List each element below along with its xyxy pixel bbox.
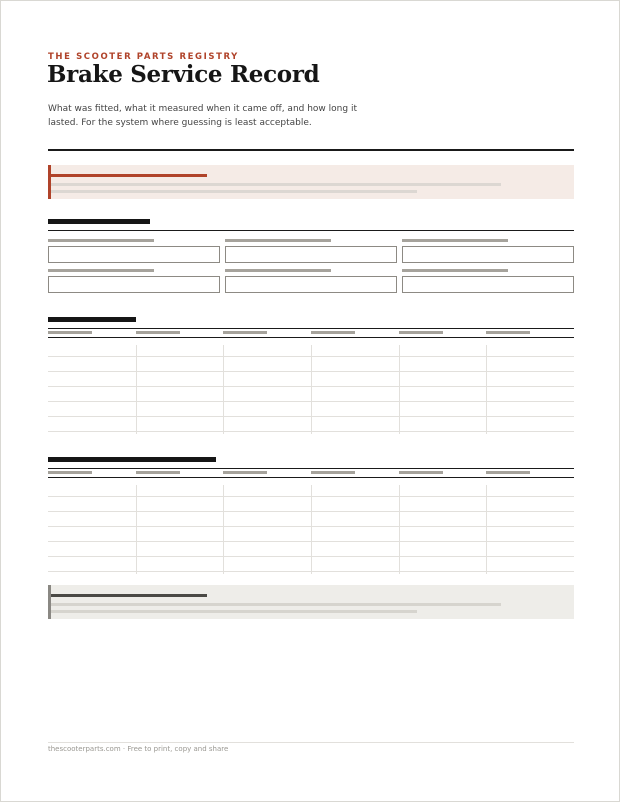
field-label-bar <box>402 269 508 272</box>
column-label-bar <box>48 471 92 474</box>
intro-text: What was fitted, what it measured when it came off, and how long it lasted. For the system where guessing is least acceptable. <box>48 104 357 128</box>
table-top-rule <box>48 328 574 329</box>
column-label-bar <box>486 471 530 474</box>
field-label-bar <box>225 269 331 272</box>
column-label-bar <box>486 331 530 334</box>
form-field-box[interactable] <box>402 276 574 293</box>
column-label-bar <box>48 331 92 334</box>
column-label-bar <box>223 471 267 474</box>
section-heading-bar <box>48 457 216 462</box>
table-column-line <box>399 345 400 434</box>
table-column-line <box>311 485 312 574</box>
table-column-line <box>486 345 487 434</box>
table-column-line <box>486 485 487 574</box>
column-label-bar <box>399 331 443 334</box>
form-field-box[interactable] <box>225 276 397 293</box>
column-label-bar <box>136 331 180 334</box>
section-rule <box>48 230 574 231</box>
column-label-bar <box>311 331 355 334</box>
warning-callout <box>48 165 574 199</box>
table-header-rule <box>48 337 574 338</box>
footer-divider <box>48 742 574 743</box>
column-label-bar <box>223 331 267 334</box>
form-field-box[interactable] <box>48 246 220 263</box>
table-column-line <box>223 485 224 574</box>
field-label-bar <box>48 239 154 242</box>
form-field-box[interactable] <box>48 276 220 293</box>
column-label-bar <box>136 471 180 474</box>
callout-text-bar <box>51 603 501 606</box>
header-divider <box>48 149 574 151</box>
form-field-box[interactable] <box>225 246 397 263</box>
table-column-line <box>311 345 312 434</box>
callout-heading-bar <box>51 174 207 177</box>
table-column-line <box>399 485 400 574</box>
table-top-rule <box>48 468 574 469</box>
field-label-bar <box>225 239 331 242</box>
callout-text-bar <box>51 610 417 613</box>
section-heading-bar <box>48 219 150 224</box>
registry-kicker: THE SCOOTER PARTS REGISTRY <box>48 52 239 62</box>
table-header-rule <box>48 477 574 478</box>
field-label-bar <box>402 239 508 242</box>
table-column-line <box>223 345 224 434</box>
column-label-bar <box>399 471 443 474</box>
footer-text: thescooterparts.com · Free to print, copy and share <box>48 745 229 753</box>
note-callout <box>48 585 574 619</box>
form-field-box[interactable] <box>402 246 574 263</box>
callout-text-bar <box>51 183 501 186</box>
table-column-line <box>136 345 137 434</box>
callout-heading-bar <box>51 594 207 597</box>
callout-text-bar <box>51 190 417 193</box>
table-column-line <box>136 485 137 574</box>
column-label-bar <box>311 471 355 474</box>
page-title: Brake Service Record <box>47 61 320 88</box>
field-label-bar <box>48 269 154 272</box>
section-heading-bar <box>48 317 136 322</box>
